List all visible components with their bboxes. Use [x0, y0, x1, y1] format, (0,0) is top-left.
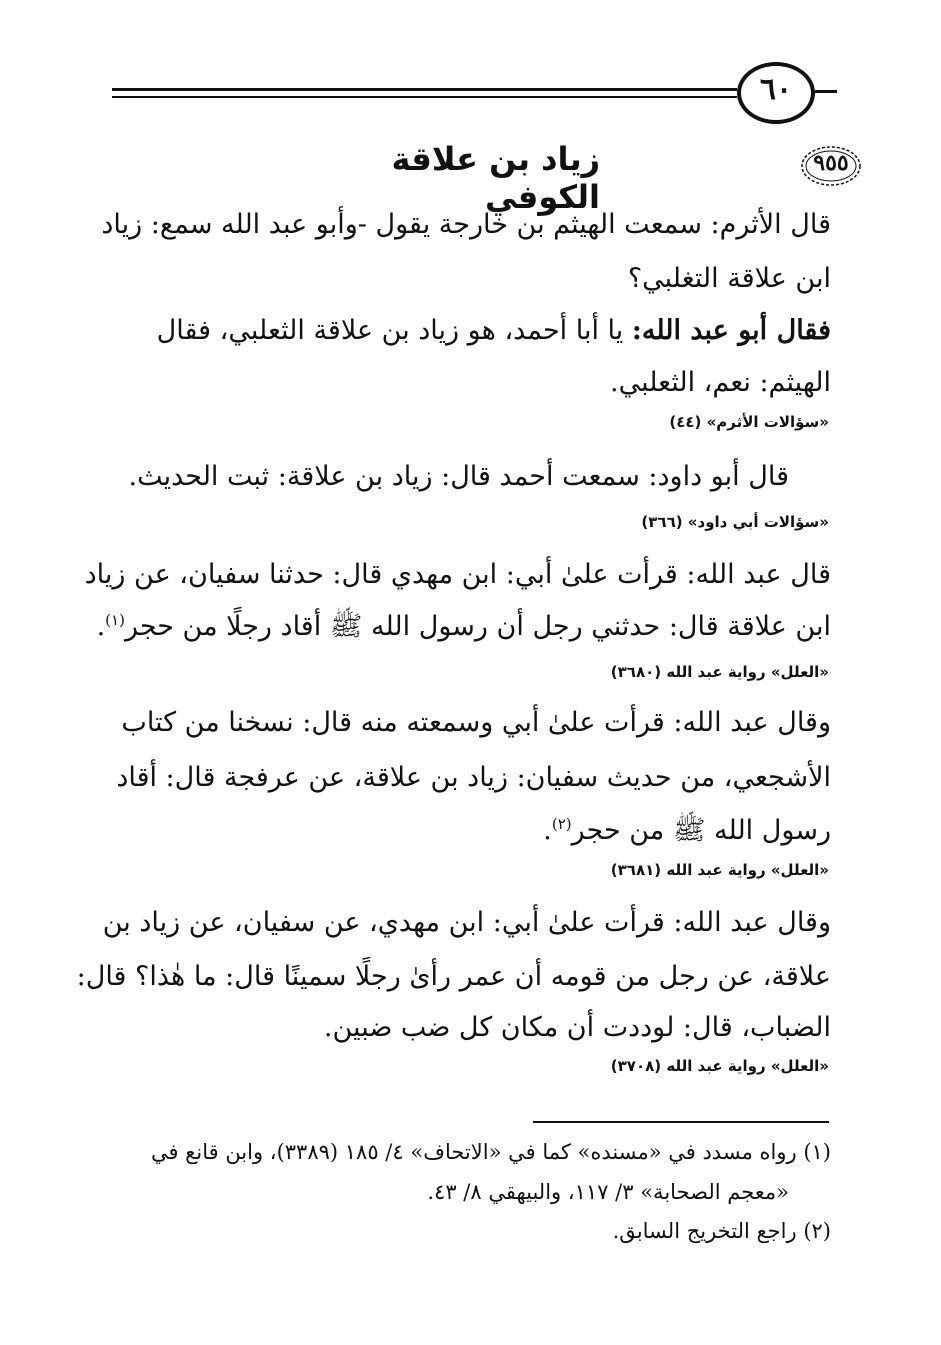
text-line: قال أبو داود: سمعت أحمد قال: زياد بن علاقة: ثبت الحديث. [128, 461, 789, 492]
footnote-separator [533, 1121, 829, 1123]
header-rule-top [112, 88, 737, 91]
text-span: رسول الله ﷺ من حجر [571, 815, 831, 846]
text-line: وقال عبد الله: قرأت علىٰ أبي وسمعته منه قال: نسخنا من كتاب [121, 707, 831, 738]
text-line [108, 816, 831, 846]
text-span: ابن علاقة قال: حدثني رجل أن رسول الله ﷺ أقاد رجلًا من حجر [124, 611, 831, 642]
footnote-marker: (٢) [803, 1219, 831, 1243]
full-stop: . [96, 611, 106, 642]
text-line: ابن علاقة التغلبي؟ [627, 263, 831, 294]
text-line: علاقة، عن رجل من قومه أن عمر رأىٰ رجلًا سمينًا قال: ما هٰذا؟ قال: [76, 961, 831, 992]
speaker-lead: فقال أبو عبد الله: [631, 315, 831, 346]
source-citation: «العلل» رواية عبد الله (٣٦٨١) [610, 861, 829, 879]
source-citation: «سؤالات أبي داود» (٣٦٦) [641, 513, 829, 531]
text-line [96, 611, 831, 642]
page-number: ٦٠ [759, 72, 793, 107]
source-citation: «سؤالات الأثرم» (٤٤) [669, 413, 829, 431]
text-line: الضباب، قال: لوددت أن مكان كل ضب ضبين. [323, 1012, 831, 1043]
text-line: الأشجعي، من حديث سفيان: زياد بن علاقة، عن عرفجة قال: أقاد [116, 762, 831, 793]
full-stop: . [543, 815, 552, 846]
footnote-continuation: «معجم الصحابة» ٣/ ١١٧، والبيهقي ٨/ ٤٣. [427, 1180, 789, 1204]
source-citation: «العلل» رواية عبد الله (٣٧٠٨) [610, 1057, 829, 1075]
entry-title: زياد بن علاقة الكوفي [391, 140, 600, 216]
source-citation: «العلل» رواية عبد الله (٣٦٨٠) [610, 663, 829, 681]
header-rule-right [815, 90, 837, 93]
text-line: قال عبد الله: قرأت علىٰ أبي: ابن مهدي قال: حدثنا سفيان، عن زياد [84, 559, 831, 590]
footnote [108, 1140, 831, 1164]
footnote-ref: (١) [105, 611, 125, 629]
entry-number: ٩٥٥ [813, 150, 849, 176]
text-line [108, 316, 831, 346]
text-line: قال الأثرم: سمعت الهيثم بن خارجة يقول -وأبو عبد الله سمع: زياد [101, 209, 831, 240]
footnote-ref: (٢) [551, 815, 572, 833]
footnote-marker: (١) [803, 1140, 831, 1164]
footnote-text: رواه مسدد في «مسنده» كما في «الاتحاف» ٤/ ١٨٥ (٣٣٨٩)، وابن قانع في [150, 1140, 797, 1164]
text-line: الهيثم: نعم، الثعلبي. [610, 367, 831, 398]
footnote-text: راجع التخريج السابق. [612, 1219, 797, 1243]
text-line: وقال عبد الله: قرأت علىٰ أبي: ابن مهدي، عن سفيان، عن زياد بن [102, 907, 831, 938]
header-rule-bottom [112, 96, 737, 98]
footnote [108, 1219, 831, 1243]
text-span: يا أبا أحمد، هو زياد بن علاقة الثعلبي، فقال [156, 315, 632, 346]
